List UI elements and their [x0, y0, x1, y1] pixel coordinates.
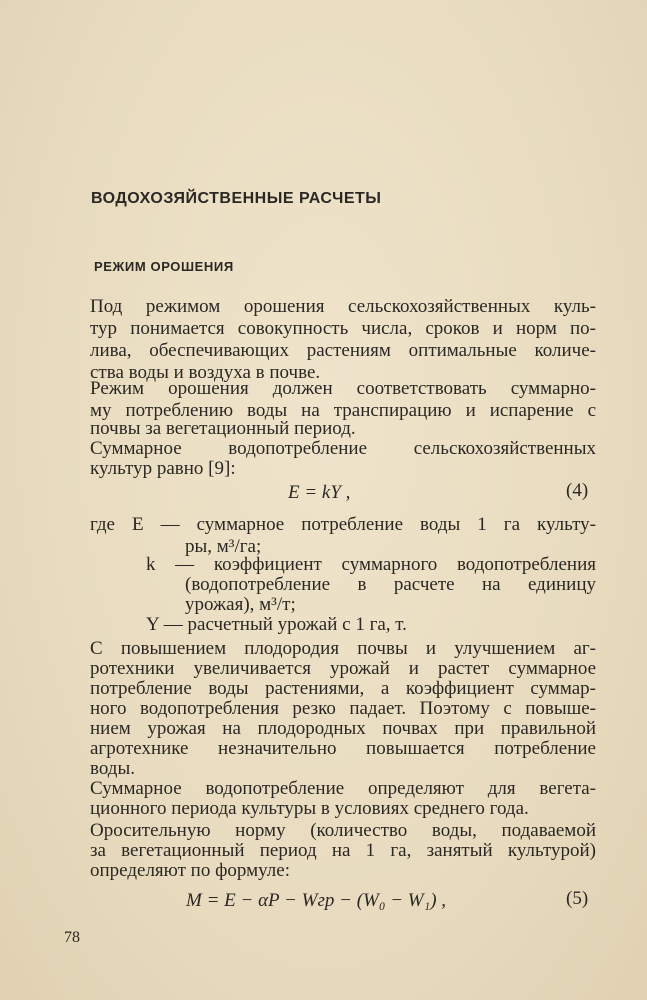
text-line: Суммарное водопотребление сельскохозяйственных — [90, 438, 596, 459]
definition-line: где E — суммарное потребление воды 1 га культу- — [90, 514, 596, 535]
text-line: Под режимом орошения сельскохозяйственных куль- — [90, 296, 596, 317]
text-line: Оросительную норму (количество воды, подаваемой — [90, 820, 596, 841]
definition-line: ры, м³/га; — [185, 536, 262, 557]
text-line: ного водопотребления резко падает. Поэтому с повыше- — [90, 698, 596, 719]
definition-line: Y — расчетный урожай с 1 га, т. — [146, 614, 407, 635]
equation-number-5: (5) — [566, 888, 589, 909]
text-line: потребление воды растениями, а коэффициент суммар- — [90, 678, 596, 699]
text-line: ства воды и воздуха в почве. — [90, 362, 321, 383]
definition-line: (водопотребление в расчете на единицу — [185, 574, 596, 595]
text-line: определяют по формуле: — [90, 860, 290, 881]
text-line: воды. — [90, 758, 135, 779]
text-line: почвы за вегетационный период. — [90, 418, 356, 439]
text-line: культур равно [9]: — [90, 458, 236, 479]
text-line: ционного периода культуры в условиях среднего года. — [90, 798, 529, 819]
text-line: Суммарное водопотребление определяют для вегета- — [90, 778, 596, 799]
section-heading: ВОДОХОЗЯЙСТВЕННЫЕ РАСЧЕТЫ — [91, 190, 382, 207]
text-line: агротехнике незначительно повышается потребление — [90, 738, 596, 759]
text-line: ротехники увеличивается урожай и растет суммарное — [90, 658, 596, 679]
text-line: за вегетационный период на 1 га, занятый культурой) — [90, 840, 596, 861]
subsection-heading: РЕЖИМ ОРОШЕНИЯ — [94, 259, 234, 274]
text-line: Режим орошения должен соответствовать суммарно- — [90, 378, 596, 399]
formula-4: E = kY , — [288, 482, 351, 503]
text-line: нием урожая на плодородных почвах при правильной — [90, 718, 596, 739]
definition-line: k — коэффициент суммарного водопотребления — [146, 554, 596, 575]
text-line: тур понимается совокупность числа, сроков и норм по- — [90, 318, 596, 339]
equation-number-4: (4) — [566, 480, 589, 501]
text-line: лива, обеспечивающих растениям оптимальные количе- — [90, 340, 596, 361]
definition-line: урожая), м³/т; — [185, 594, 296, 615]
page-number: 78 — [64, 929, 80, 946]
formula-5: M = E − αP − Wгр − (W₀ − W₁) , — [186, 890, 447, 911]
text-line: С повышением плодородия почвы и улучшением аг- — [90, 638, 596, 659]
text-line: му потреблению воды на транспирацию и испарение с — [90, 400, 596, 421]
